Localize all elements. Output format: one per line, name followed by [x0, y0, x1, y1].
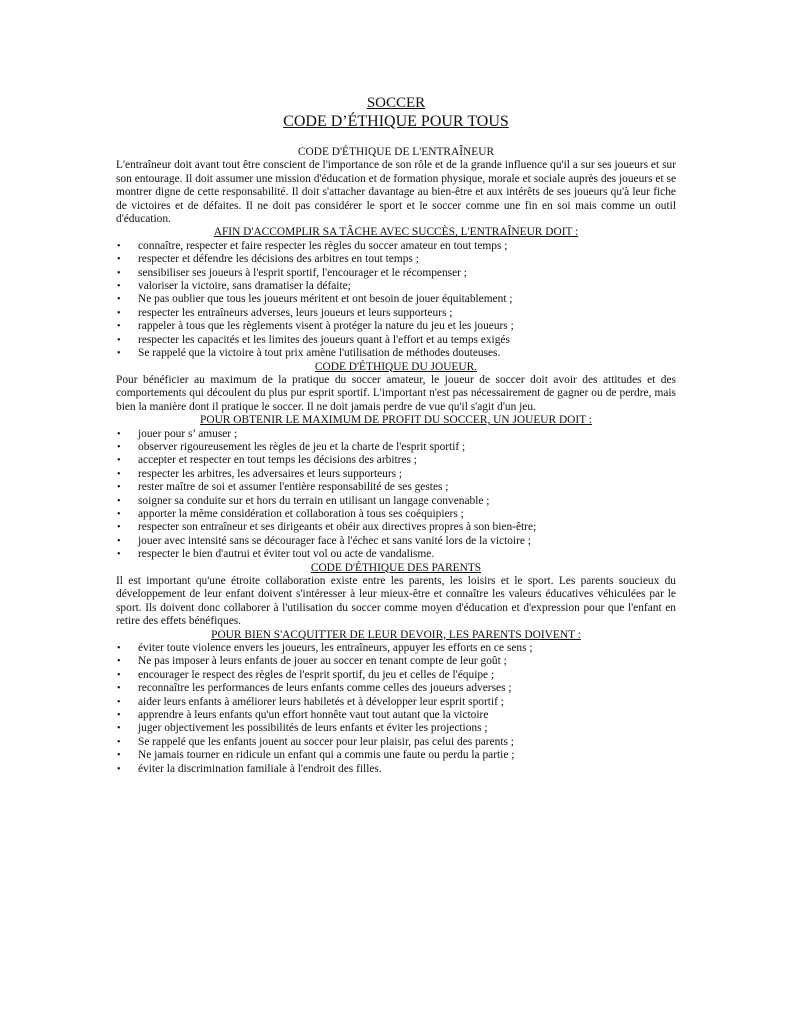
list-item: • Ne pas imposer à leurs enfants de jouer au soccer en tenant compte de leur goût ;	[116, 655, 676, 668]
coach-paragraph: L'entraîneur doit avant tout être conscient de l'importance de son rôle et de la grande influence qu'il a sur ses joueurs et sur son entourage. Il doit assumer une mission d'éducation et de formation physique, morale et sociale auprès des joueurs et se montrer digne de cette responsabilité. Il doit s'attacher davantage au bien-être et aux intérêts de ses joueurs qu'à leur fiche de victoires et de défaites. Il ne doit pas considérer le sport et le soccer comme une fin en soi mais comme un outil d'éducation.	[116, 159, 676, 226]
list-item: • jouer avec intensité sans se décourager face à l'échec et sans vanité lors de la victoire ;	[116, 535, 676, 548]
list-item: • valoriser la victoire, sans dramatiser la défaite;	[116, 280, 676, 293]
parents-list	[116, 642, 676, 776]
list-item: • respecter le bien d'autrui et éviter tout vol ou acte de vandalisme.	[116, 548, 676, 561]
list-item: • rappeler à tous que les règlements visent à protéger la nature du jeu et les joueurs ;	[116, 320, 676, 333]
list-item: • éviter la discrimination familiale à l'endroit des filles.	[116, 763, 676, 776]
player-subheading: POUR OBTENIR LE MAXIMUM DE PROFIT DU SOCCER, UN JOUEUR DOIT :	[200, 414, 592, 427]
list-item: • Se rappelé que la victoire à tout prix amène l'utilisation de méthodes douteuses.	[116, 347, 676, 360]
coach-heading: CODE D'ÉTHIQUE DE L'ENTRAÎNEUR	[297, 146, 495, 158]
parents-heading: CODE D'ÉTHIQUE DES PARENTS	[310, 561, 482, 574]
list-item: • Ne jamais tourner en ridicule un enfant qui a commis une faute ou perdu la partie ;	[116, 749, 676, 762]
title-line-soccer: SOCCER	[366, 95, 426, 111]
coach-subheading: AFIN D'ACCOMPLIR SA TÂCHE AVEC SUCCÈS, L'ENTRAÎNEUR DOIT :	[213, 226, 579, 239]
parents-section	[116, 562, 676, 777]
list-item: • apporter la même considération et collaboration à tous ses coéquipiers ;	[116, 508, 676, 521]
coach-section	[116, 146, 676, 361]
title-line-code: CODE D’ÉTHIQUE POUR TOUS	[283, 113, 509, 130]
parents-subheading: POUR BIEN S'ACQUITTER DE LEUR DEVOIR, LES PARENTS DOIVENT :	[211, 628, 581, 641]
list-item: • respecter les arbitres, les adversaires et leurs supporteurs ;	[116, 468, 676, 481]
player-section	[116, 361, 676, 562]
list-item: • reconnaître les performances de leurs enfants comme celles des joueurs adverses ;	[116, 682, 676, 695]
list-item: • respecter les entraîneurs adverses, leurs joueurs et leurs supporteurs ;	[116, 307, 676, 320]
list-item: • Se rappelé que les enfants jouent au soccer pour leur plaisir, pas celui des parents ;	[116, 736, 676, 749]
list-item: • encourager le respect des règles de l'esprit sportif, du jeu et celles de l'équipe ;	[116, 669, 676, 682]
list-item: • rester maître de soi et assumer l'entière responsabilité de ses gestes ;	[116, 481, 676, 494]
list-item: • connaître, respecter et faire respecter les règles du soccer amateur en tout temps ;	[116, 240, 676, 253]
list-item: • respecter et défendre les décisions des arbitres en tout temps ;	[116, 253, 676, 266]
list-item: • Ne pas oublier que tous les joueurs méritent et ont besoin de jouer équitablement ;	[116, 293, 676, 306]
player-paragraph: Pour bénéficier au maximum de la pratique du soccer amateur, le joueur de soccer doit avoir des attitudes et des comportements qui découlent du plus pur esprit sportif. L'important n'est pas nécessairement de gagner ou de perdre, mais bien la manière dont il pratique le soccer. Il ne doit jamais perdre de vue qu'il s'agit d'un jeu.	[116, 373, 676, 413]
player-list	[116, 428, 676, 562]
list-item: • respecter les capacités et les limites des joueurs quant à l'effort et au temps exigés	[116, 334, 676, 347]
parents-paragraph: Il est important qu'une étroite collaboration existe entre les parents, les loisirs et le sport. Les parents soucieux du développement de leur enfant doivent s'intéresser à leur mieux-être et connaître les valeurs éducatives véhiculées par le sport. Ils doivent donc collaborer à l'utilisation du soccer comme moyen d'éducation et d'expression pour que l'enfant en retire des effets bénéfiques.	[116, 575, 676, 628]
list-item: • soigner sa conduite sur et hors du terrain en utilisant un langage convenable ;	[116, 495, 676, 508]
list-item: • apprendre à leurs enfants qu'un effort honnête vaut tout autant que la victoire	[116, 709, 676, 722]
list-item: • aider leurs enfants à améliorer leurs habiletés et à développer leur esprit sportif ;	[116, 696, 676, 709]
list-item: • respecter son entraîneur et ses dirigeants et obéir aux directives propres à son bien-être;	[116, 521, 676, 534]
list-item: • observer rigoureusement les règles de jeu et la charte de l'esprit sportif ;	[116, 441, 676, 454]
list-item: • juger objectivement les possibilités de leurs enfants et éviter les projections ;	[116, 722, 676, 735]
list-item: • éviter toute violence envers les joueurs, les entraîneurs, appuyer les efforts en ce sens ;	[116, 642, 676, 655]
list-item: • accepter et respecter en tout temps les décisions des arbitres ;	[116, 454, 676, 467]
list-item: • jouer pour s’ amuser ;	[116, 428, 676, 441]
document-page	[116, 95, 676, 776]
player-heading: CODE D'ÉTHIQUE DU JOUEUR.	[314, 360, 478, 373]
list-item: • sensibiliser ses joueurs à l'esprit sportif, l'encourager et le récompenser ;	[116, 267, 676, 280]
document-title	[116, 95, 676, 132]
coach-list	[116, 240, 676, 361]
